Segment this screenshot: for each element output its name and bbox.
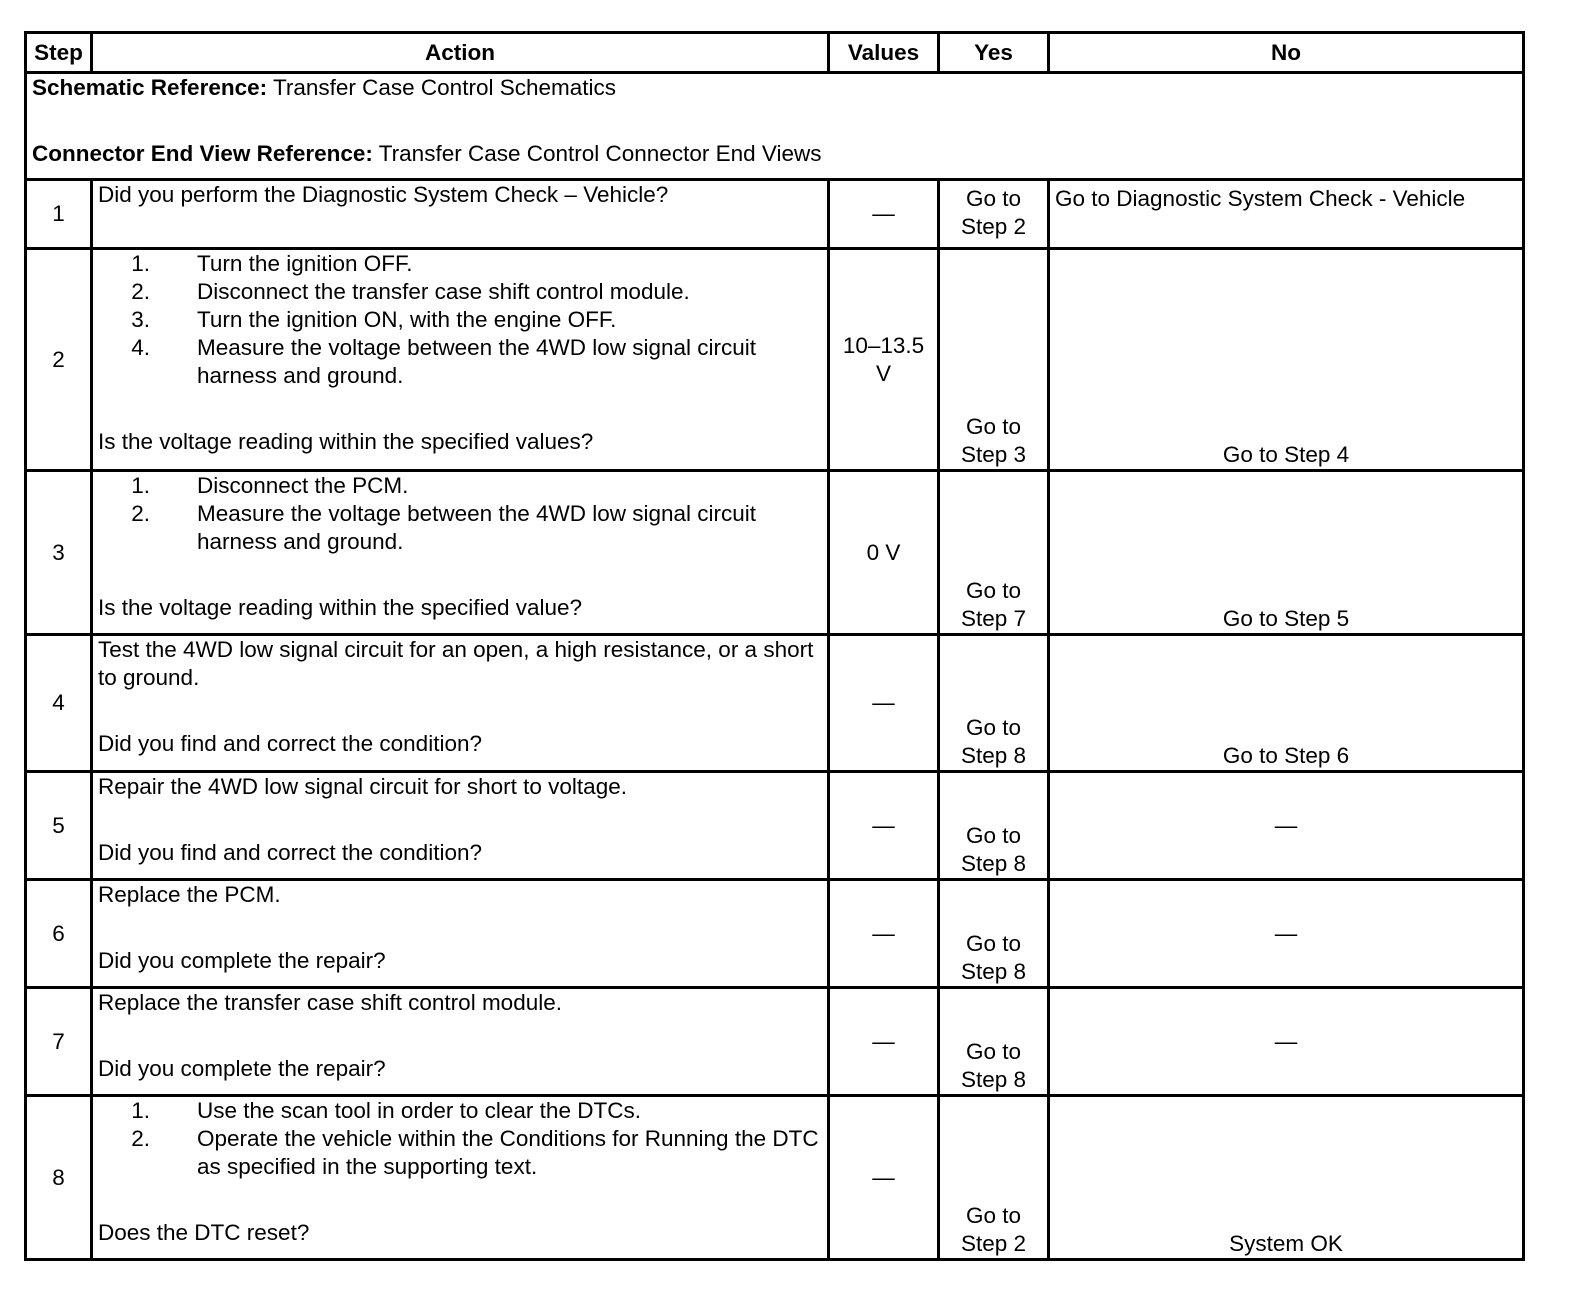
- action-question: Did you find and correct the condition?: [98, 731, 482, 756]
- values-cell: —: [829, 635, 939, 772]
- header-step: Step: [26, 33, 92, 73]
- list-item: 4. Measure the voltage between the 4WD low signal circuit harness and ground.: [131, 335, 757, 388]
- yes-cell[interactable]: Go to Step 3: [939, 249, 1049, 471]
- list-item: 1. Turn the ignition OFF.: [131, 251, 413, 276]
- no-cell: —: [1049, 880, 1524, 988]
- step-number: 4: [26, 635, 92, 772]
- yes-cell[interactable]: Go to Step 8: [939, 988, 1049, 1096]
- connector-reference: [32, 140, 1517, 168]
- action-question: Did you find and correct the condition?: [98, 840, 482, 865]
- connector-reference-link[interactable]: Transfer Case Control Connector End Views: [372, 141, 822, 166]
- list-item: 2. Disconnect the transfer case shift control module.: [131, 279, 690, 304]
- header-no: No: [1049, 33, 1524, 73]
- action-text: Did you perform the Diagnostic System Check – Vehicle?: [98, 182, 669, 207]
- header-values: Values: [829, 33, 939, 73]
- table-row: [26, 471, 1524, 635]
- values-cell: 10–13.5 V: [829, 249, 939, 471]
- action-cell: [92, 635, 829, 772]
- list-item: 2. Measure the voltage between the 4WD low signal circuit harness and ground.: [131, 501, 757, 554]
- table-row: [26, 635, 1524, 772]
- action-steps: [98, 472, 822, 556]
- action-text: Repair the 4WD low signal circuit for short to voltage.: [98, 774, 627, 799]
- step-number: 6: [26, 880, 92, 988]
- yes-cell[interactable]: Go to Step 2: [939, 180, 1049, 249]
- values-cell: —: [829, 1096, 939, 1260]
- yes-cell[interactable]: Go to Step 2: [939, 1096, 1049, 1260]
- schematic-reference-label: Schematic Reference:: [32, 75, 268, 100]
- list-item: 1. Disconnect the PCM.: [131, 473, 409, 498]
- table-row: [26, 249, 1524, 471]
- action-cell: [92, 249, 829, 471]
- values-cell: —: [829, 772, 939, 880]
- step-number: 5: [26, 772, 92, 880]
- table-row: [26, 772, 1524, 880]
- reference-row: [26, 73, 1524, 180]
- action-steps: [98, 1097, 822, 1181]
- values-cell: —: [829, 880, 939, 988]
- values-cell: —: [829, 180, 939, 249]
- table-row: [26, 180, 1524, 249]
- table-row: [26, 880, 1524, 988]
- no-cell[interactable]: System OK: [1049, 1096, 1524, 1260]
- action-cell: [92, 1096, 829, 1260]
- step-number: 7: [26, 988, 92, 1096]
- action-cell: [92, 471, 829, 635]
- header-action: Action: [92, 33, 829, 73]
- list-item: 2. Operate the vehicle within the Conditions for Running the DTC as specified in the supporting text.: [131, 1126, 819, 1179]
- header-row: [26, 33, 1524, 73]
- step-number: 8: [26, 1096, 92, 1260]
- no-cell[interactable]: Go to Step 4: [1049, 249, 1524, 471]
- action-cell: [92, 772, 829, 880]
- values-cell: 0 V: [829, 471, 939, 635]
- table-row: [26, 1096, 1524, 1260]
- action-question: Is the voltage reading within the specified values?: [98, 429, 594, 454]
- no-cell: —: [1049, 988, 1524, 1096]
- yes-cell[interactable]: Go to Step 8: [939, 635, 1049, 772]
- values-cell: —: [829, 988, 939, 1096]
- no-cell[interactable]: Go to Step 6: [1049, 635, 1524, 772]
- action-cell: [92, 180, 829, 249]
- action-text: Replace the transfer case shift control module.: [98, 990, 562, 1015]
- action-question: Is the voltage reading within the specified value?: [98, 595, 583, 620]
- no-cell[interactable]: Go to Diagnostic System Check - Vehicle: [1049, 180, 1524, 249]
- diagnostic-table: [24, 31, 1525, 1261]
- action-text: Replace the PCM.: [98, 882, 281, 907]
- header-yes: Yes: [939, 33, 1049, 73]
- step-number: 1: [26, 180, 92, 249]
- action-cell: [92, 988, 829, 1096]
- step-number: 2: [26, 249, 92, 471]
- yes-cell[interactable]: Go to Step 8: [939, 880, 1049, 988]
- action-question: Does the DTC reset?: [98, 1220, 310, 1245]
- connector-reference-label: Connector End View Reference:: [32, 141, 373, 166]
- no-cell: —: [1049, 772, 1524, 880]
- list-item: 3. Turn the ignition ON, with the engine OFF.: [131, 307, 617, 332]
- reference-cell: [26, 73, 1524, 180]
- schematic-reference-link[interactable]: Transfer Case Control Schematics: [267, 75, 616, 100]
- table-row: [26, 988, 1524, 1096]
- action-cell: [92, 880, 829, 988]
- no-cell[interactable]: Go to Step 5: [1049, 471, 1524, 635]
- schematic-reference: [32, 74, 1517, 102]
- yes-cell[interactable]: Go to Step 8: [939, 772, 1049, 880]
- action-text: Test the 4WD low signal circuit for an open, a high resistance, or a short to ground.: [98, 637, 814, 690]
- list-item: 1. Use the scan tool in order to clear the DTCs.: [131, 1098, 641, 1123]
- action-question: Did you complete the repair?: [98, 948, 386, 973]
- action-question: Did you complete the repair?: [98, 1056, 386, 1081]
- yes-cell[interactable]: Go to Step 7: [939, 471, 1049, 635]
- action-steps: [98, 250, 822, 390]
- step-number: 3: [26, 471, 92, 635]
